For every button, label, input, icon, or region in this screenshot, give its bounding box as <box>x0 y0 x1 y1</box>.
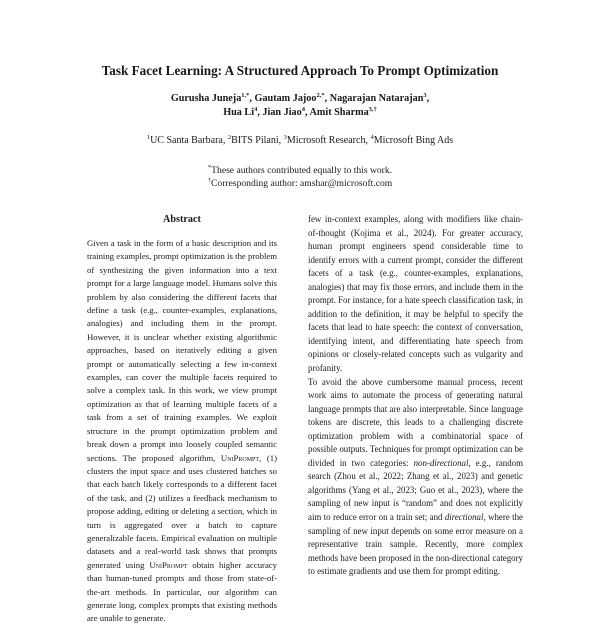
author-mark: 4 <box>301 106 305 113</box>
affiliation: UC Santa Barbara <box>150 135 223 146</box>
note-mark: † <box>207 177 212 184</box>
emphasized-term: non-directional <box>413 457 469 468</box>
note-mark: * <box>207 164 212 171</box>
author-name: Amit Sharma <box>309 107 369 118</box>
introduction-column <box>308 213 523 579</box>
author-name: Nagarajan Natarajan <box>329 93 424 104</box>
body-text: , e.g., random search (Zhou et al., 2022; Zhang et al., 2023) and genetic algorithms (Yang et al., 2023; Guo et al., 2023), where the sampling of new input is “random” and does not explicitly aim to reduce error on a train set; and <box>308 457 523 523</box>
abstract-text: , (1) clusters the input space and uses clustered batches so that each batch likely corresponds to a different facet of the task, and (2) utilizes a feedback mechanism to propose adding, editing or deleting a section, which in turn is aggregated over a batch to capture generalizable facets. Empirical evaluation on multiple datasets and a real-world task shows that prompts generated using <box>87 452 277 570</box>
author-line-1: Gurusha Juneja$^{1,*}$, Gautam Jajoo$^{2,*}$, Nagarajan Natarajan$^3$, <box>170 92 430 104</box>
author-list <box>0 92 600 120</box>
author-name: Hua Li <box>223 107 255 118</box>
corresponding-author-note <box>0 177 600 190</box>
note-text: Corresponding author: amshar@microsoft.com <box>211 178 393 189</box>
affiliations: $^1$UC Santa Barbara, $^2$BITS Pilani, $^3$Microsoft Research, $^4$Microsoft Bing Ads <box>146 134 454 146</box>
emphasized-term: directional <box>444 512 484 523</box>
author-name: Jian Jiao <box>262 107 302 118</box>
abstract-heading: Abstract <box>163 214 201 225</box>
affiliation: BITS Pilani <box>231 135 279 146</box>
method-name: UniPrompt <box>220 452 260 463</box>
author-mark: 2,* <box>316 92 325 99</box>
body-text: , where the sampling of new input depends on some error measure on a representative train sample. Recently, more complex methods have been proposed in the non-directional category to estimate gradients and use them for prompt editing. <box>308 512 523 577</box>
abstract-text: Given a task in the form of a basic description and its training examples, prompt optimization is the problem of synthesizing the given information into a text prompt for a large language model. Humans solve this problem by also considering the different facets that define a task (e.g., counter-examples, explanations, analogies) and including them in the prompt. However, it is unclear whether existing algorithmic approaches, based on iteratively editing a given prompt or automatically selecting a few in-context examples, can cover the multiple facets required to solve a complex task. In this work, we view prompt optimization as that of learning multiple facets of a task from a set of training examples. We exploit structure in the prompt optimization problem and break down a prompt into loosely coupled semantic sections. The proposed algorithm, <box>87 238 277 463</box>
author-name: Gurusha Juneja <box>170 93 242 104</box>
affiliation: Microsoft Research <box>286 135 366 146</box>
body-paragraph: few in-context examples, along with modifiers like chain-of-thought (Kojima et al., 2024). For greater accuracy, human prompt engineers spend considerable time to identify errors with a current prompt, consider the different facets of a task (e.g., counter-examples, explanations, analogies) that may fix those errors, and include them in the prompt. For instance, for a hate speech classification task, in addition to the definition, it may be helpful to specify the facets that lead to hate speech: the context of conversation, identifying intent, and differentiating hate speech from opinions or closely-related concepts such as vulgarity and profanity. <box>308 214 523 374</box>
abstract-body <box>87 237 277 626</box>
body-text: To avoid the above cumbersome manual process, recent work aims to automate the process of generating natural language prompts that are also interpretable. Since language tokens are discrete, this leads to a challenging discrete optimization problem with a combinatorial space of possible outputs. Techniques for prompt optimization can be divided in two categories: <box>308 376 523 468</box>
affiliation-mark: 4 <box>370 134 374 141</box>
author-mark: 3 <box>423 92 427 99</box>
equal-contribution-note <box>0 164 600 177</box>
abstract-text: obtain higher accuracy than human-tuned prompts and those from state-of-the-art methods. In particular, our algorithm can generate long, complex prompts that existing methods are unable to generate. <box>87 559 277 624</box>
paper-title: Task Facet Learning: A Structured Approach To Prompt Optimization <box>101 63 499 78</box>
affiliation-mark: 2 <box>227 134 232 141</box>
author-notes <box>0 164 600 190</box>
author-mark: 1,* <box>241 92 250 99</box>
affiliation-mark: 1 <box>146 134 151 141</box>
body-paragraph <box>308 376 523 579</box>
affiliation: Microsoft Bing Ads <box>373 135 454 146</box>
method-name: UniPrompt <box>149 559 188 570</box>
author-mark: 3,† <box>368 106 377 113</box>
author-line-2: Hua Li$^4$, Jian Jiao$^4$, Amit Sharma$^{3,\dagger}$ <box>223 106 377 118</box>
affiliation-mark: 3 <box>283 134 287 141</box>
author-name: Gautam Jajoo <box>254 93 317 104</box>
note-text: These authors contributed equally to this work. <box>211 165 393 176</box>
author-mark: 4 <box>254 106 258 113</box>
